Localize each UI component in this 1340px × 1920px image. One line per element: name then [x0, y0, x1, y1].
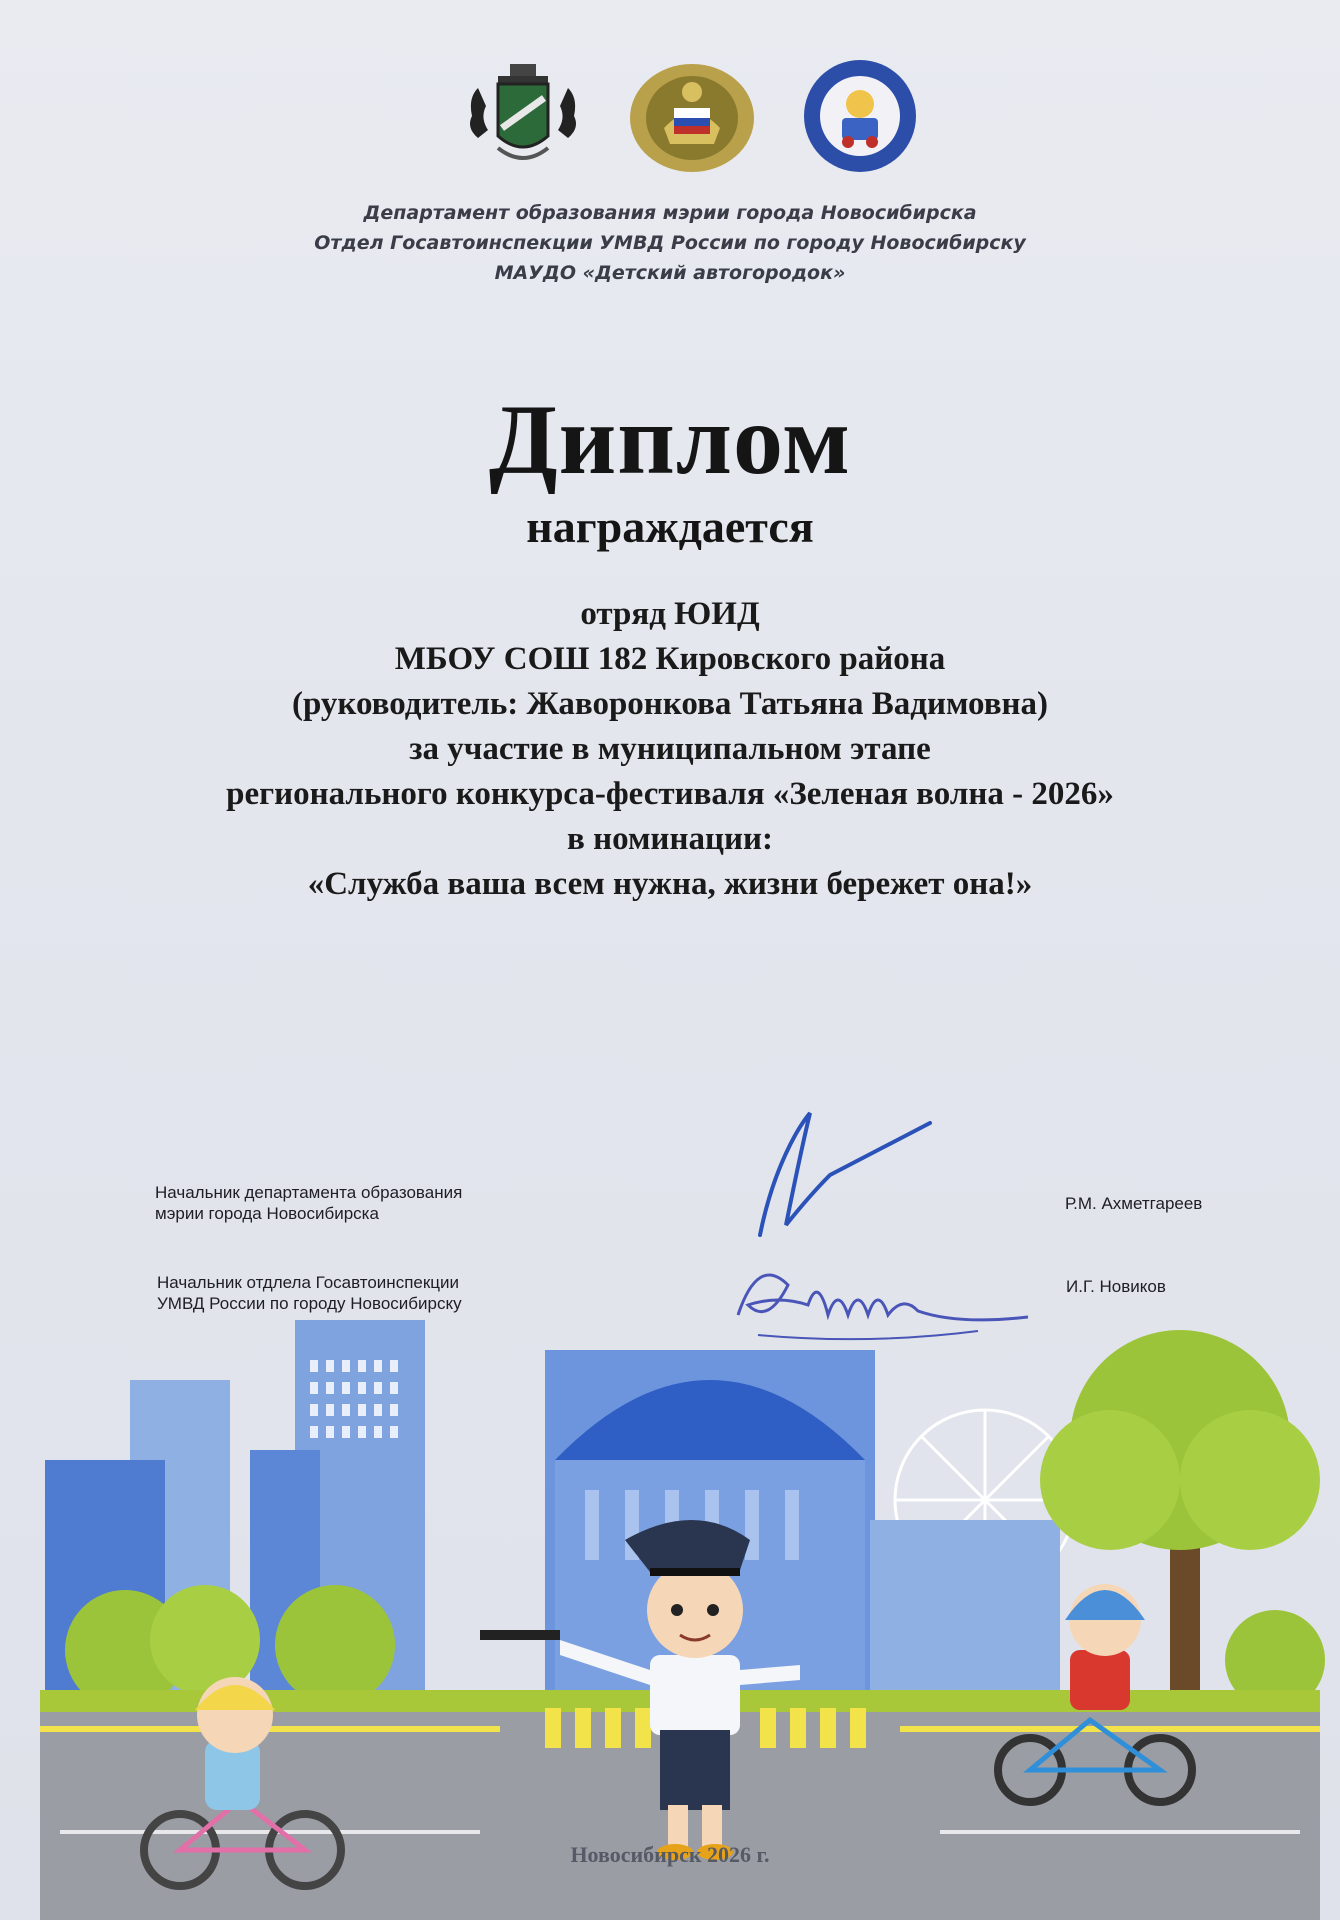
logos-row — [0, 58, 1340, 178]
signatory-1-position — [155, 1182, 462, 1224]
city-street-illustration — [0, 1290, 1340, 1920]
avtogorodok-emblem-icon — [798, 58, 922, 174]
issuer-header — [0, 198, 1340, 288]
award-line-2: МБОУ СОШ 182 Кировского района — [394, 641, 946, 677]
award-text — [0, 592, 1340, 907]
signatory-2-name: И.Г. Новиков — [1066, 1277, 1166, 1296]
award-line-5: регионального конкурса-фестиваля «Зеленая волна - 2026» — [226, 776, 1114, 812]
signature-1-icon — [750, 1105, 950, 1245]
signatory-2-position-line-1: Начальник отдлела Госавтоинспекции — [157, 1273, 460, 1292]
gai-emblem-icon — [624, 58, 760, 174]
header-line-1: Департамент образования мэрии города Новосибирска — [363, 202, 977, 224]
footer-city-year: Новосибирск 2026 г. — [570, 1842, 770, 1867]
award-line-4: за участие в муниципальном этапе — [409, 731, 931, 767]
award-line-6: в номинации: — [567, 821, 773, 857]
header-line-2: Отдел Госавтоинспекции УМВД России по городу Новосибирску — [314, 232, 1026, 254]
signatory-1-name: Р.М. Ахметгареев — [1065, 1194, 1203, 1213]
diploma-title: Диплом — [488, 384, 852, 495]
award-line-3: (руководитель: Жаворонкова Татьяна Вадимовна) — [291, 686, 1049, 722]
award-line-1: отряд ЮИД — [580, 596, 760, 632]
signatory-1-position-line-2: мэрии города Новосибирска — [155, 1204, 379, 1223]
coat-of-arms-icon — [458, 58, 588, 170]
signatory-1-position-line-1: Начальник департамента образования — [155, 1183, 463, 1202]
award-line-7: «Служба ваша всем нужна, жизни бережет она!» — [307, 866, 1033, 902]
signatory-2-position-line-2: УМВД России по городу Новосибирску — [157, 1294, 462, 1313]
awarded-label: награждается — [526, 501, 814, 552]
header-line-3: МАУДО «Детский автогородок» — [494, 262, 846, 284]
